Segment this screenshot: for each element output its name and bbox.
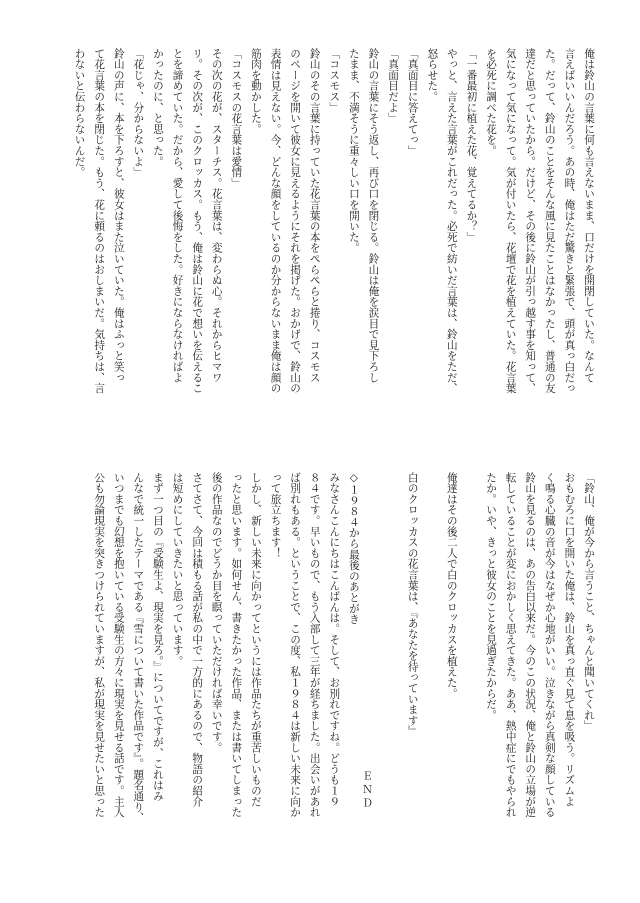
top-text-line: 言えばいいんだろう。あの時、俺はただ驚きと緊張で、頭が真っ白だっ	[563, 48, 576, 394]
top-text-line: 気になって気になって。気が付いたら、花壇で花を植えていた。花言葉	[504, 48, 517, 394]
bottom-text-line: ば別れもある。ということで、この度、私１９８４は新しい未来に向か	[289, 472, 302, 818]
bottom-text-line: しかし、新しい未来に向かってというには作品たちが重苦しいものだ	[249, 472, 262, 807]
top-text-line: その次の花が、スターチス。花言葉は、変わらぬ心。それからヒマワ	[210, 48, 223, 383]
top-text-line: のページを開いて彼女に見えるようにそれを掲げた。おかげで、鈴山の	[289, 48, 302, 394]
bottom-text-line: 後の作品なのでどうか目を瞑っていただければ幸いです。	[210, 472, 223, 753]
top-text-line: 「真面目に答えてっ」	[406, 48, 419, 156]
top-text-line: 筋肉を動かした。	[249, 48, 262, 135]
bottom-text-line	[461, 472, 481, 870]
bottom-text-line: ８４です。早いもので、もう入部して三年が経ちました。出会いがあれ	[308, 472, 321, 818]
top-text-line: 鈴山の声に、本を下ろすと、彼女はまた泣いていた。俺はふっと笑っ	[112, 48, 125, 383]
top-text-line: たまま、不満そうに重々しい口を開いた。	[347, 48, 360, 254]
bottom-text-line: たか。いや、きっと彼女のことを見過ぎたからだ。	[485, 472, 498, 721]
top-text-line: やっと、言えた言葉がこれだった。必死で紡いだ言葉は、鈴山をただ、	[445, 48, 458, 394]
bottom-text-line: く鳴る心臓の音が今はなぜか心地がいい。泣きながら真剣な顔している	[543, 472, 556, 818]
bottom-text-line: さてさて、今回は積もる話が私の中で一方的にあるので、物語の紹介	[191, 472, 204, 807]
top-text-line: 鈴山のその言葉に持っていた花言葉の本をぺらぺらと捲り、コスモス	[308, 48, 321, 383]
end-marker: ＥＮＤ	[361, 770, 373, 811]
bottom-text-line: 転していることが変におかしく思えてきた。ああ、熱中症にでもやられ	[504, 472, 517, 818]
bottom-text-line: 公も勿論現実を突きつけられていますが、私が現実を見せたいと思った	[93, 472, 106, 818]
top-text-line: 「コスモスの花言葉は愛情」	[230, 48, 243, 189]
top-text-line: リ。その次が、このクロッカス。もう、俺は鈴山に花で想いを伝えるこ	[191, 48, 204, 394]
bottom-text-line: いつまでも幻想を抱いている受験生の方々に現実を見せる話です。主人	[112, 472, 125, 818]
bottom-text-line: 鈴山を見るのは、あの告白以来だ。今のこの状況、俺と鈴山の立場が逆	[524, 472, 537, 818]
bottom-text-line	[382, 472, 402, 870]
top-text-line: た。だって、鈴山のことをそんな風に見たことはなかったし、普通の友	[543, 48, 556, 394]
bottom-text-line: 俺達はその後二人で白のクロッカスを植えた。	[445, 472, 458, 699]
top-text-line: 怒らせた。	[426, 48, 439, 102]
top-text-line: かったのに、と思った。	[151, 48, 164, 167]
bottom-text-line: んなで統一したテーマである『雪について書いた作品です』。題名通り、	[132, 472, 145, 824]
top-text-line: て花言葉の本を閉じた。もう、花に頼るのはおしまいだ。気持ちは、言	[93, 48, 106, 394]
top-text-line: を必死に調べた花を。	[485, 48, 498, 156]
top-text-line: 「真面目だよ」	[387, 48, 400, 124]
bottom-text-line: まず一つ目の『受験生よ、現実を見ろ。』についてですが、これはみ	[151, 472, 164, 802]
bottom-text-line: ◇１９８４から最後のあとがき	[347, 472, 360, 625]
bottom-text-line: は短めにしていきたいと思っています。	[171, 472, 184, 667]
bottom-text-line: 「鈴山、俺が今から言うこと、ちゃんと聞いてくれ」	[583, 472, 595, 732]
top-text-line: 「花じゃ、分からないよ」	[132, 48, 145, 178]
bottom-text-line: 白のクロッカスの花言葉は、『あなたを待っています』	[406, 472, 419, 737]
top-text-line: 「一番最初に植えた花、覚えてるか？」	[465, 48, 478, 243]
bottom-text-line: おもむろに口を開いた俺は、鈴山を真っ直ぐ見て息を吸う。リズムよ	[563, 472, 576, 807]
bottom-text-line: ったと思います。如何せん、書きたかった作品、または書いてしまった	[230, 472, 243, 818]
top-text-line: 鈴山の言葉にそう返し、再び口を閉じる。鈴山は俺を涙目で見下ろし	[367, 48, 380, 383]
bottom-text-line: みなさんこんにちはこんばんは。そして、お別れですね。どうも１９	[328, 472, 341, 807]
story-text-block	[40, 48, 598, 458]
top-text-line: 達だと思っていたから。だけど、その後に鈴山が引っ越す事を知って、	[524, 48, 537, 394]
top-text-line: とを諦めていた。だから、愛して後悔をした。好きにならなければよ	[171, 48, 184, 383]
top-text-line: 表情は見えない。今、どんな顔をしているのか分からないまま俺は顔の	[269, 48, 282, 394]
story-and-afterword-block	[40, 472, 598, 870]
top-text-line: 俺は鈴山の言葉に何も言えないまま、口だけを開閉していた。なんて	[583, 48, 595, 383]
top-text-line: わないと伝わらないんだ。	[73, 48, 86, 178]
bottom-text-line	[422, 472, 442, 870]
bottom-text-line: って旅立ちます！	[269, 472, 282, 559]
top-text-line: 「コスモス」	[328, 48, 341, 113]
